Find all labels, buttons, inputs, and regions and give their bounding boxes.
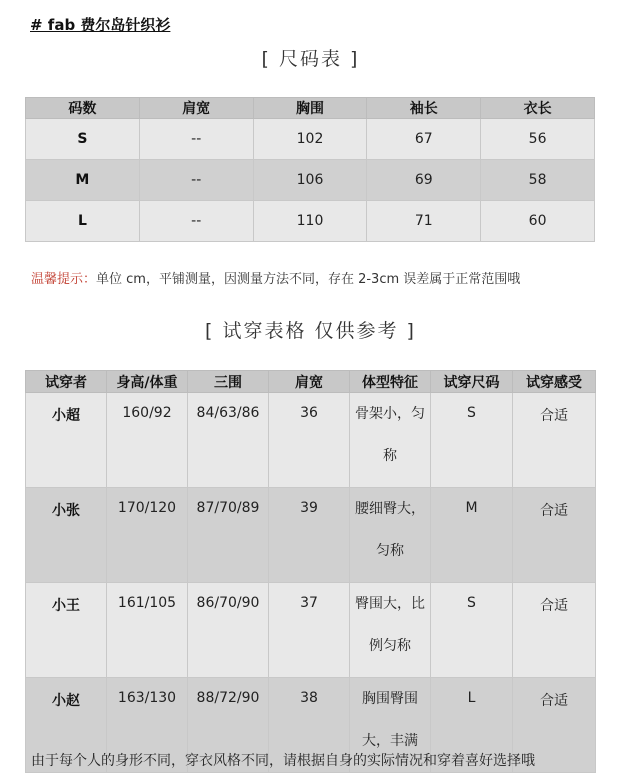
measurements-cell: 86/70/90	[188, 583, 269, 678]
try-size-cell: S	[431, 583, 513, 678]
shoulder-cell: --	[139, 119, 253, 160]
body-type-cell: 骨架小，匀称	[350, 393, 431, 488]
size-cell: S	[26, 119, 140, 160]
measurements-cell: 87/70/89	[188, 488, 269, 583]
size-header: 码数	[26, 98, 140, 119]
table-row	[26, 393, 596, 488]
fit-feel-cell: 合适	[513, 678, 596, 773]
try-chart-heading: [ 试穿表格 仅供参考 ]	[205, 320, 416, 342]
fit-feel-cell: 合适	[513, 583, 596, 678]
table-row	[26, 201, 595, 242]
fit-feel-header: 试穿感受	[513, 371, 596, 393]
shoulder-cell: 38	[269, 678, 350, 773]
try-size-cell: L	[431, 678, 513, 773]
length-cell: 58	[481, 160, 595, 201]
length-cell: 60	[481, 201, 595, 242]
shoulder-header: 肩宽	[269, 371, 350, 393]
tester-name-cell: 小超	[26, 393, 107, 488]
length-header: 衣长	[481, 98, 595, 119]
chest-cell: 110	[253, 201, 367, 242]
height-weight-cell: 161/105	[107, 583, 188, 678]
tip-label: 温馨提示：	[31, 272, 97, 287]
table-row	[26, 488, 596, 583]
measurements-cell: 84/63/86	[188, 393, 269, 488]
try-size-cell: M	[431, 488, 513, 583]
shoulder-header: 肩宽	[139, 98, 253, 119]
height-weight-cell: 160/92	[107, 393, 188, 488]
body-type-cell: 臀围大，比例匀称	[350, 583, 431, 678]
tester-name-cell: 小赵	[26, 678, 107, 773]
measurement-tip	[31, 268, 520, 287]
tester-header: 试穿者	[26, 371, 107, 393]
try-size-cell: S	[431, 393, 513, 488]
length-cell: 56	[481, 119, 595, 160]
tip-text: 单位 cm，平铺测量，因测量方法不同，存在 2-3cm 误差属于正常范围哦	[96, 272, 521, 287]
chest-cell: 102	[253, 119, 367, 160]
sleeve-cell: 69	[367, 160, 481, 201]
height-weight-header: 身高/体重	[107, 371, 188, 393]
shoulder-cell: 39	[269, 488, 350, 583]
shoulder-cell: --	[139, 201, 253, 242]
tester-name-cell: 小张	[26, 488, 107, 583]
measurements-cell: 88/72/90	[188, 678, 269, 773]
fit-feel-cell: 合适	[513, 393, 596, 488]
table-row	[26, 119, 595, 160]
try-on-table	[25, 370, 596, 773]
tester-name-cell: 小王	[26, 583, 107, 678]
sleeve-cell: 71	[367, 201, 481, 242]
body-type-cell: 腰细臀大，匀称	[350, 488, 431, 583]
footer-note: 由于每个人的身形不同，穿衣风格不同，请根据自身的实际情况和穿着喜好选择哦	[31, 753, 535, 769]
chest-header: 胸围	[253, 98, 367, 119]
sleeve-cell: 67	[367, 119, 481, 160]
height-weight-cell: 163/130	[107, 678, 188, 773]
size-cell: M	[26, 160, 140, 201]
table-row	[26, 583, 596, 678]
table-row	[26, 160, 595, 201]
size-cell: L	[26, 201, 140, 242]
product-title: # fab 费尔岛针织衫	[30, 16, 171, 34]
size-chart-table	[25, 97, 595, 242]
shoulder-cell: 37	[269, 583, 350, 678]
measurements-header: 三围	[188, 371, 269, 393]
body-type-cell: 胸围臀围大，丰满	[350, 678, 431, 773]
chest-cell: 106	[253, 160, 367, 201]
sleeve-header: 袖长	[367, 98, 481, 119]
fit-feel-cell: 合适	[513, 488, 596, 583]
shoulder-cell: --	[139, 160, 253, 201]
height-weight-cell: 170/120	[107, 488, 188, 583]
body-type-header: 体型特征	[350, 371, 431, 393]
try-size-header: 试穿尺码	[431, 371, 513, 393]
size-chart-heading: [ 尺码表 ]	[261, 48, 360, 70]
shoulder-cell: 36	[269, 393, 350, 488]
